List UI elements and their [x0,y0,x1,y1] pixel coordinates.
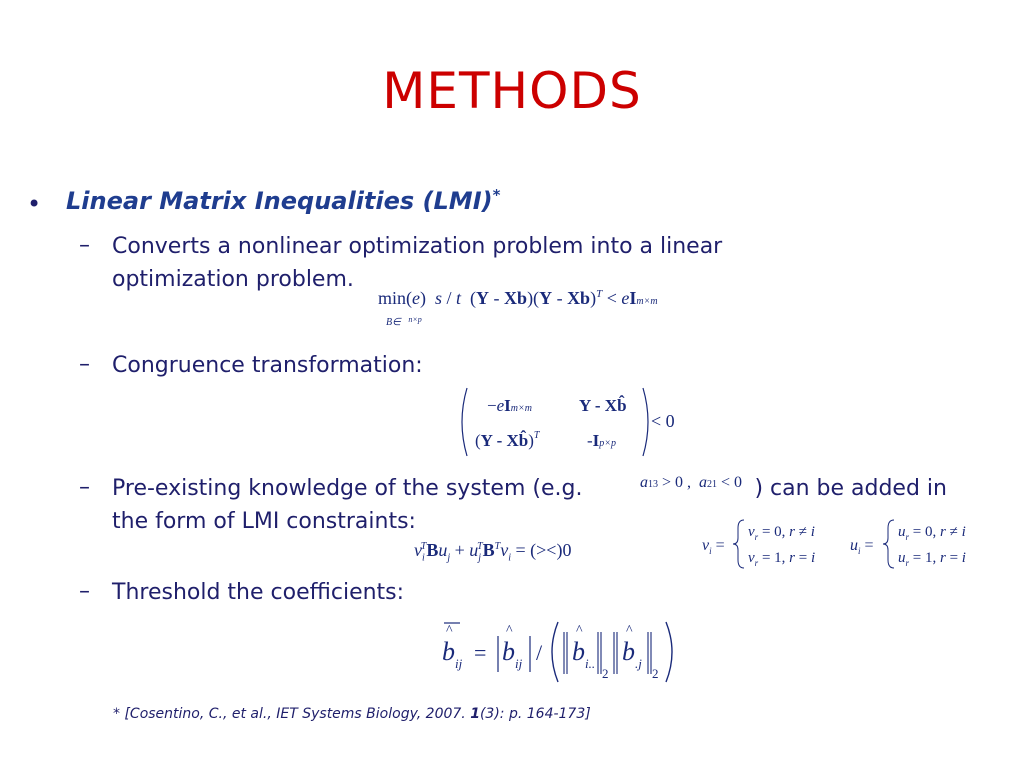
matrix-left-paren [462,388,467,456]
u-brace [883,520,894,568]
item-knowledge-suffix: ) can be added in [754,476,947,501]
svg-text:^: ^ [446,623,453,638]
item-knowledge-line2: the form of LMI constraints: [112,509,416,534]
v-case-1: $v_r = 0$, r ≠ i [748,524,815,542]
threshold-equation [438,614,698,684]
svg-text:/: / [536,640,543,665]
svg-text:b: b [622,637,635,666]
item-knowledge-prefix: Pre-existing knowledge of the system (e.g. [112,476,583,501]
svg-text:=: = [474,640,487,665]
matrix-cell-12: Y - Xb̂ [579,396,627,415]
v-brace [733,520,744,568]
citation-suffix: (3): p. 164-173] [479,706,591,722]
matrix-right-paren [643,388,648,456]
lmi-heading [66,186,500,215]
svg-text:b: b [502,637,515,666]
svg-text:^: ^ [626,623,633,638]
v-def-lhs: $v_i$ = [702,537,725,556]
svg-text:^: ^ [506,623,513,638]
example-constraints: a13 > 0 , a21 < 0 [640,474,743,491]
congruence-matrix [455,384,695,460]
dash-marker: – [79,233,90,258]
matrix-inequality: < 0 [651,411,675,431]
svg-text:2: 2 [652,666,659,681]
item-threshold: Threshold the coefficients: [112,580,405,605]
optimization-subscript: B∈ $^{n\times p}$ [386,315,422,328]
matrix-cell-21: (Y - Xb̂)$^T$ [475,430,540,450]
svg-text:b: b [442,637,455,666]
citation [113,706,591,722]
bullet-dot: • [27,190,42,218]
lmi-heading-label: Linear Matrix Inequalities (LMI) [66,187,493,215]
matrix-cell-11: −eIm×m [487,396,532,415]
optimization-equation: min(e) s / t (Y - Xb)(Y - Xb)$^T$ < eIm×m [378,288,658,308]
svg-text:.j: .j [635,656,642,671]
citation-volume: 1 [470,706,480,722]
svg-text:b: b [572,637,585,666]
lmi-constraint-equation: $v_i^TBu_j + u_j^TB^Tv_i = (><)0$ [414,540,572,564]
u-case-1: $u_r = 0$, r ≠ i [898,524,966,542]
dash-marker: – [79,475,90,500]
item-converts-line2: optimization problem. [112,267,354,292]
dash-marker: – [79,579,90,604]
citation-prefix: * [Cosentino, C., et al., IET Systems Biology, 2007. [113,706,471,722]
item-congruence: Congruence transformation: [112,353,423,378]
u-def-lhs: $u_i$ = [850,537,874,556]
footnote-mark: * [492,186,501,204]
v-case-2: $v_r = 1$, r = i [748,550,816,568]
svg-text:ij: ij [455,656,463,671]
svg-text:i..: i.. [585,656,596,671]
dash-marker: – [79,352,90,377]
item-converts [112,230,722,296]
item-converts-line1: Converts a nonlinear optimization problem into a linear [112,234,723,259]
matrix-cell-22: -Ip×p [587,431,617,450]
svg-text:^: ^ [576,623,583,638]
slide-title: METHODS [382,62,642,120]
piecewise-definitions [700,512,990,572]
u-case-2: $u_r = 1$, r = i [898,550,966,568]
svg-text:ij: ij [515,656,523,671]
svg-text:2: 2 [602,666,609,681]
